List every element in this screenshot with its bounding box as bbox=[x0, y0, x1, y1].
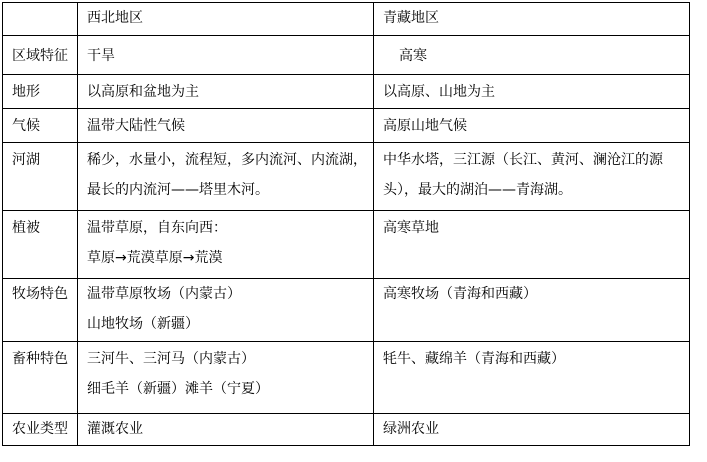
row-header: 区域特征 bbox=[3, 36, 78, 75]
header-cell-qingzang: 青藏地区 bbox=[374, 3, 690, 36]
row-header: 畜种特色 bbox=[3, 342, 78, 414]
cell-line: 细毛羊（新疆）滩羊（宁夏） bbox=[87, 381, 269, 397]
table-row bbox=[3, 143, 690, 211]
table-row bbox=[3, 414, 690, 446]
cell-line: 高寒草地 bbox=[383, 220, 439, 236]
cell-line: 牦牛、藏绵羊（青海和西藏） bbox=[383, 351, 565, 367]
cell-line: 以高原、山地为主 bbox=[383, 84, 495, 100]
cell-qingzang bbox=[374, 279, 690, 342]
cell-line: 高原山地气候 bbox=[383, 118, 467, 134]
cell-line: 灌溉农业 bbox=[87, 421, 143, 437]
cell-northwest bbox=[78, 36, 374, 75]
comparison-table bbox=[2, 2, 690, 446]
cell-northwest bbox=[78, 279, 374, 342]
row-header: 河湖 bbox=[3, 143, 78, 211]
cell-qingzang bbox=[374, 36, 690, 75]
table-row bbox=[3, 75, 690, 109]
cell-northwest bbox=[78, 109, 374, 143]
cell-line: 以高原和盆地为主 bbox=[87, 84, 199, 100]
row-header: 气候 bbox=[3, 109, 78, 143]
cell-northwest bbox=[78, 414, 374, 446]
cell-northwest bbox=[78, 211, 374, 279]
cell-line: 温带草原牧场（内蒙古） bbox=[87, 286, 241, 302]
cell-line: 山地牧场（新疆） bbox=[87, 316, 199, 332]
table-row bbox=[3, 211, 690, 279]
row-header: 牧场特色 bbox=[3, 279, 78, 342]
table-row bbox=[3, 342, 690, 414]
row-header: 地形 bbox=[3, 75, 78, 109]
cell-line: 草原→荒漠草原→荒漠 bbox=[87, 250, 223, 266]
cell-qingzang bbox=[374, 342, 690, 414]
cell-line: 头），最大的湖泊——青海湖。 bbox=[383, 182, 572, 198]
cell-qingzang bbox=[374, 211, 690, 279]
cell-northwest bbox=[78, 75, 374, 109]
row-header: 植被 bbox=[3, 211, 78, 279]
table-row bbox=[3, 279, 690, 342]
cell-qingzang bbox=[374, 414, 690, 446]
table-row bbox=[3, 109, 690, 143]
header-row bbox=[3, 3, 690, 36]
cell-line: 温带大陆性气候 bbox=[87, 118, 185, 134]
row-header: 农业类型 bbox=[3, 414, 78, 446]
cell-line: 温带草原，自东向西： bbox=[87, 220, 227, 236]
header-cell-northwest: 西北地区 bbox=[78, 3, 374, 36]
header-cell-corner bbox=[3, 3, 78, 36]
cell-qingzang bbox=[374, 109, 690, 143]
cell-line: 稀少，水量小，流程短，多内流河、内流湖， bbox=[87, 152, 367, 168]
cell-line: 干旱 bbox=[87, 48, 115, 64]
cell-qingzang bbox=[374, 143, 690, 211]
cell-line: 三河牛、三河马（内蒙古） bbox=[87, 351, 255, 367]
cell-line: 高寒 bbox=[399, 48, 427, 64]
table-row bbox=[3, 36, 690, 75]
cell-line: 中华水塔，三江源（长江、黄河、澜沧江的源 bbox=[383, 152, 663, 168]
cell-line: 高寒牧场（青海和西藏） bbox=[383, 286, 537, 302]
cell-line: 绿洲农业 bbox=[383, 421, 439, 437]
cell-qingzang bbox=[374, 75, 690, 109]
cell-northwest bbox=[78, 342, 374, 414]
cell-line: 最长的内流河——塔里木河。 bbox=[87, 182, 269, 198]
cell-northwest bbox=[78, 143, 374, 211]
